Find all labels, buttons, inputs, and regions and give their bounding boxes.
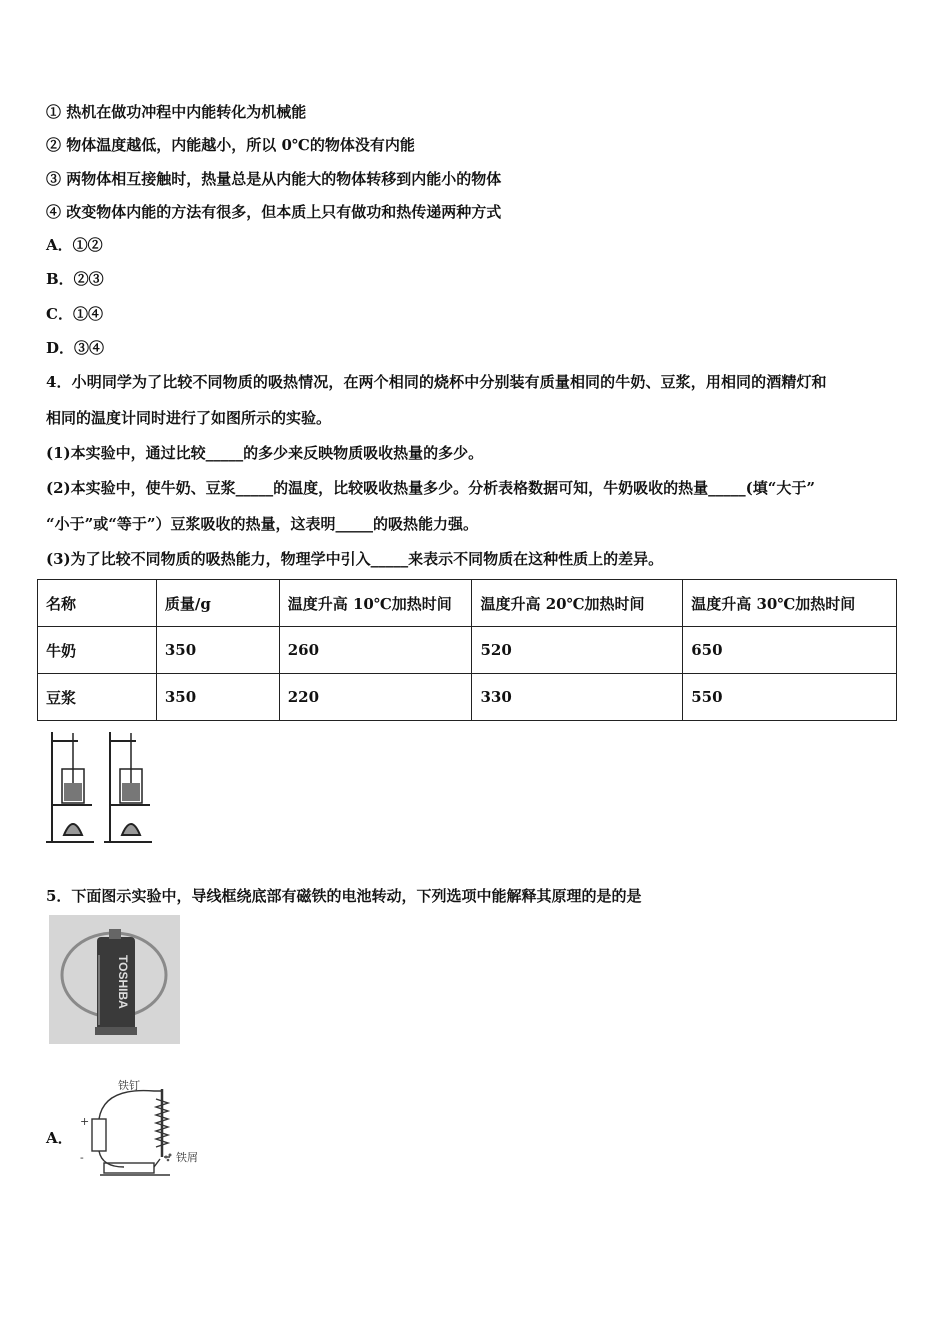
q4-part2-line2: “小于”或“等于”）豆浆吸收的热量，这表明_____的吸热能力强。 (46, 515, 479, 533)
table-row (38, 627, 897, 674)
header-10c: 温度升高 10℃加热时间 (279, 580, 472, 627)
option-c: C．①④ (46, 305, 103, 323)
table-cell: 260 (279, 627, 472, 674)
q4-stem-line2: 相同的温度计同时进行了如图所示的实验。 (46, 409, 332, 427)
heating-data-table (37, 579, 897, 721)
table-cell: 350 (156, 627, 279, 674)
table-cell: 350 (156, 674, 279, 721)
battery-photo (49, 915, 180, 1044)
statement-3: ③ 两物体相互接触时，热量总是从内能大的物体转移到内能小的物体 (46, 170, 502, 188)
table-cell: 520 (472, 627, 683, 674)
header-20c: 温度升高 20℃加热时间 (472, 580, 683, 627)
header-30c: 温度升高 30℃加热时间 (683, 580, 897, 627)
electromagnet-diagram (74, 1077, 214, 1185)
q4-stem-line1: 4．小明同学为了比较不同物质的吸热情况，在两个相同的烧杯中分别装有质量相同的牛奶、豆浆，用相同的酒精灯和 (46, 373, 827, 391)
table-cell: 330 (472, 674, 683, 721)
option-b: B．②③ (46, 270, 104, 288)
statement-1: ① 热机在做功冲程中内能转化为机械能 (46, 103, 307, 121)
q4-part2-line1: (2)本实验中，使牛奶、豆浆_____的温度，比较吸收热量多少。分析表格数据可知，牛奶吸收的热量_____(填“大于” (46, 479, 815, 497)
table-row (38, 674, 897, 721)
heating-apparatus-figure (44, 727, 162, 847)
table-cell: 牛奶 (38, 627, 157, 674)
table-cell: 220 (279, 674, 472, 721)
table-header-row (38, 580, 897, 627)
q4-part1: (1)本实验中，通过比较_____的多少来反映物质吸收热量的多少。 (46, 444, 484, 462)
battery-brand-text: TOSHIBA (116, 955, 130, 1009)
option-d: D．③④ (46, 339, 105, 357)
label-minus: - (80, 1151, 84, 1164)
header-name: 名称 (38, 580, 157, 627)
q5-stem: 5．下面图示实验中，导线框绕底部有磁铁的电池转动，下列选项中能解释其原理的是的是 (46, 887, 642, 905)
table-cell: 650 (683, 627, 897, 674)
q5-option-a-label: A． (46, 1129, 73, 1147)
label-iron-nail: 铁钉 (118, 1079, 140, 1092)
label-iron-filings: 铁屑 (176, 1151, 198, 1164)
header-mass: 质量/g (156, 580, 279, 627)
table-cell: 豆浆 (38, 674, 157, 721)
table-cell: 550 (683, 674, 897, 721)
q4-part3: (3)为了比较不同物质的吸热能力，物理学中引入_____来表示不同物质在这种性质上的差异。 (46, 550, 664, 568)
statement-2: ② 物体温度越低，内能越小，所以 0℃的物体没有内能 (46, 136, 415, 154)
statement-4: ④ 改变物体内能的方法有很多，但本质上只有做功和热传递两种方式 (46, 203, 502, 221)
option-a: A．①② (46, 236, 103, 254)
label-plus: + (80, 1115, 90, 1128)
